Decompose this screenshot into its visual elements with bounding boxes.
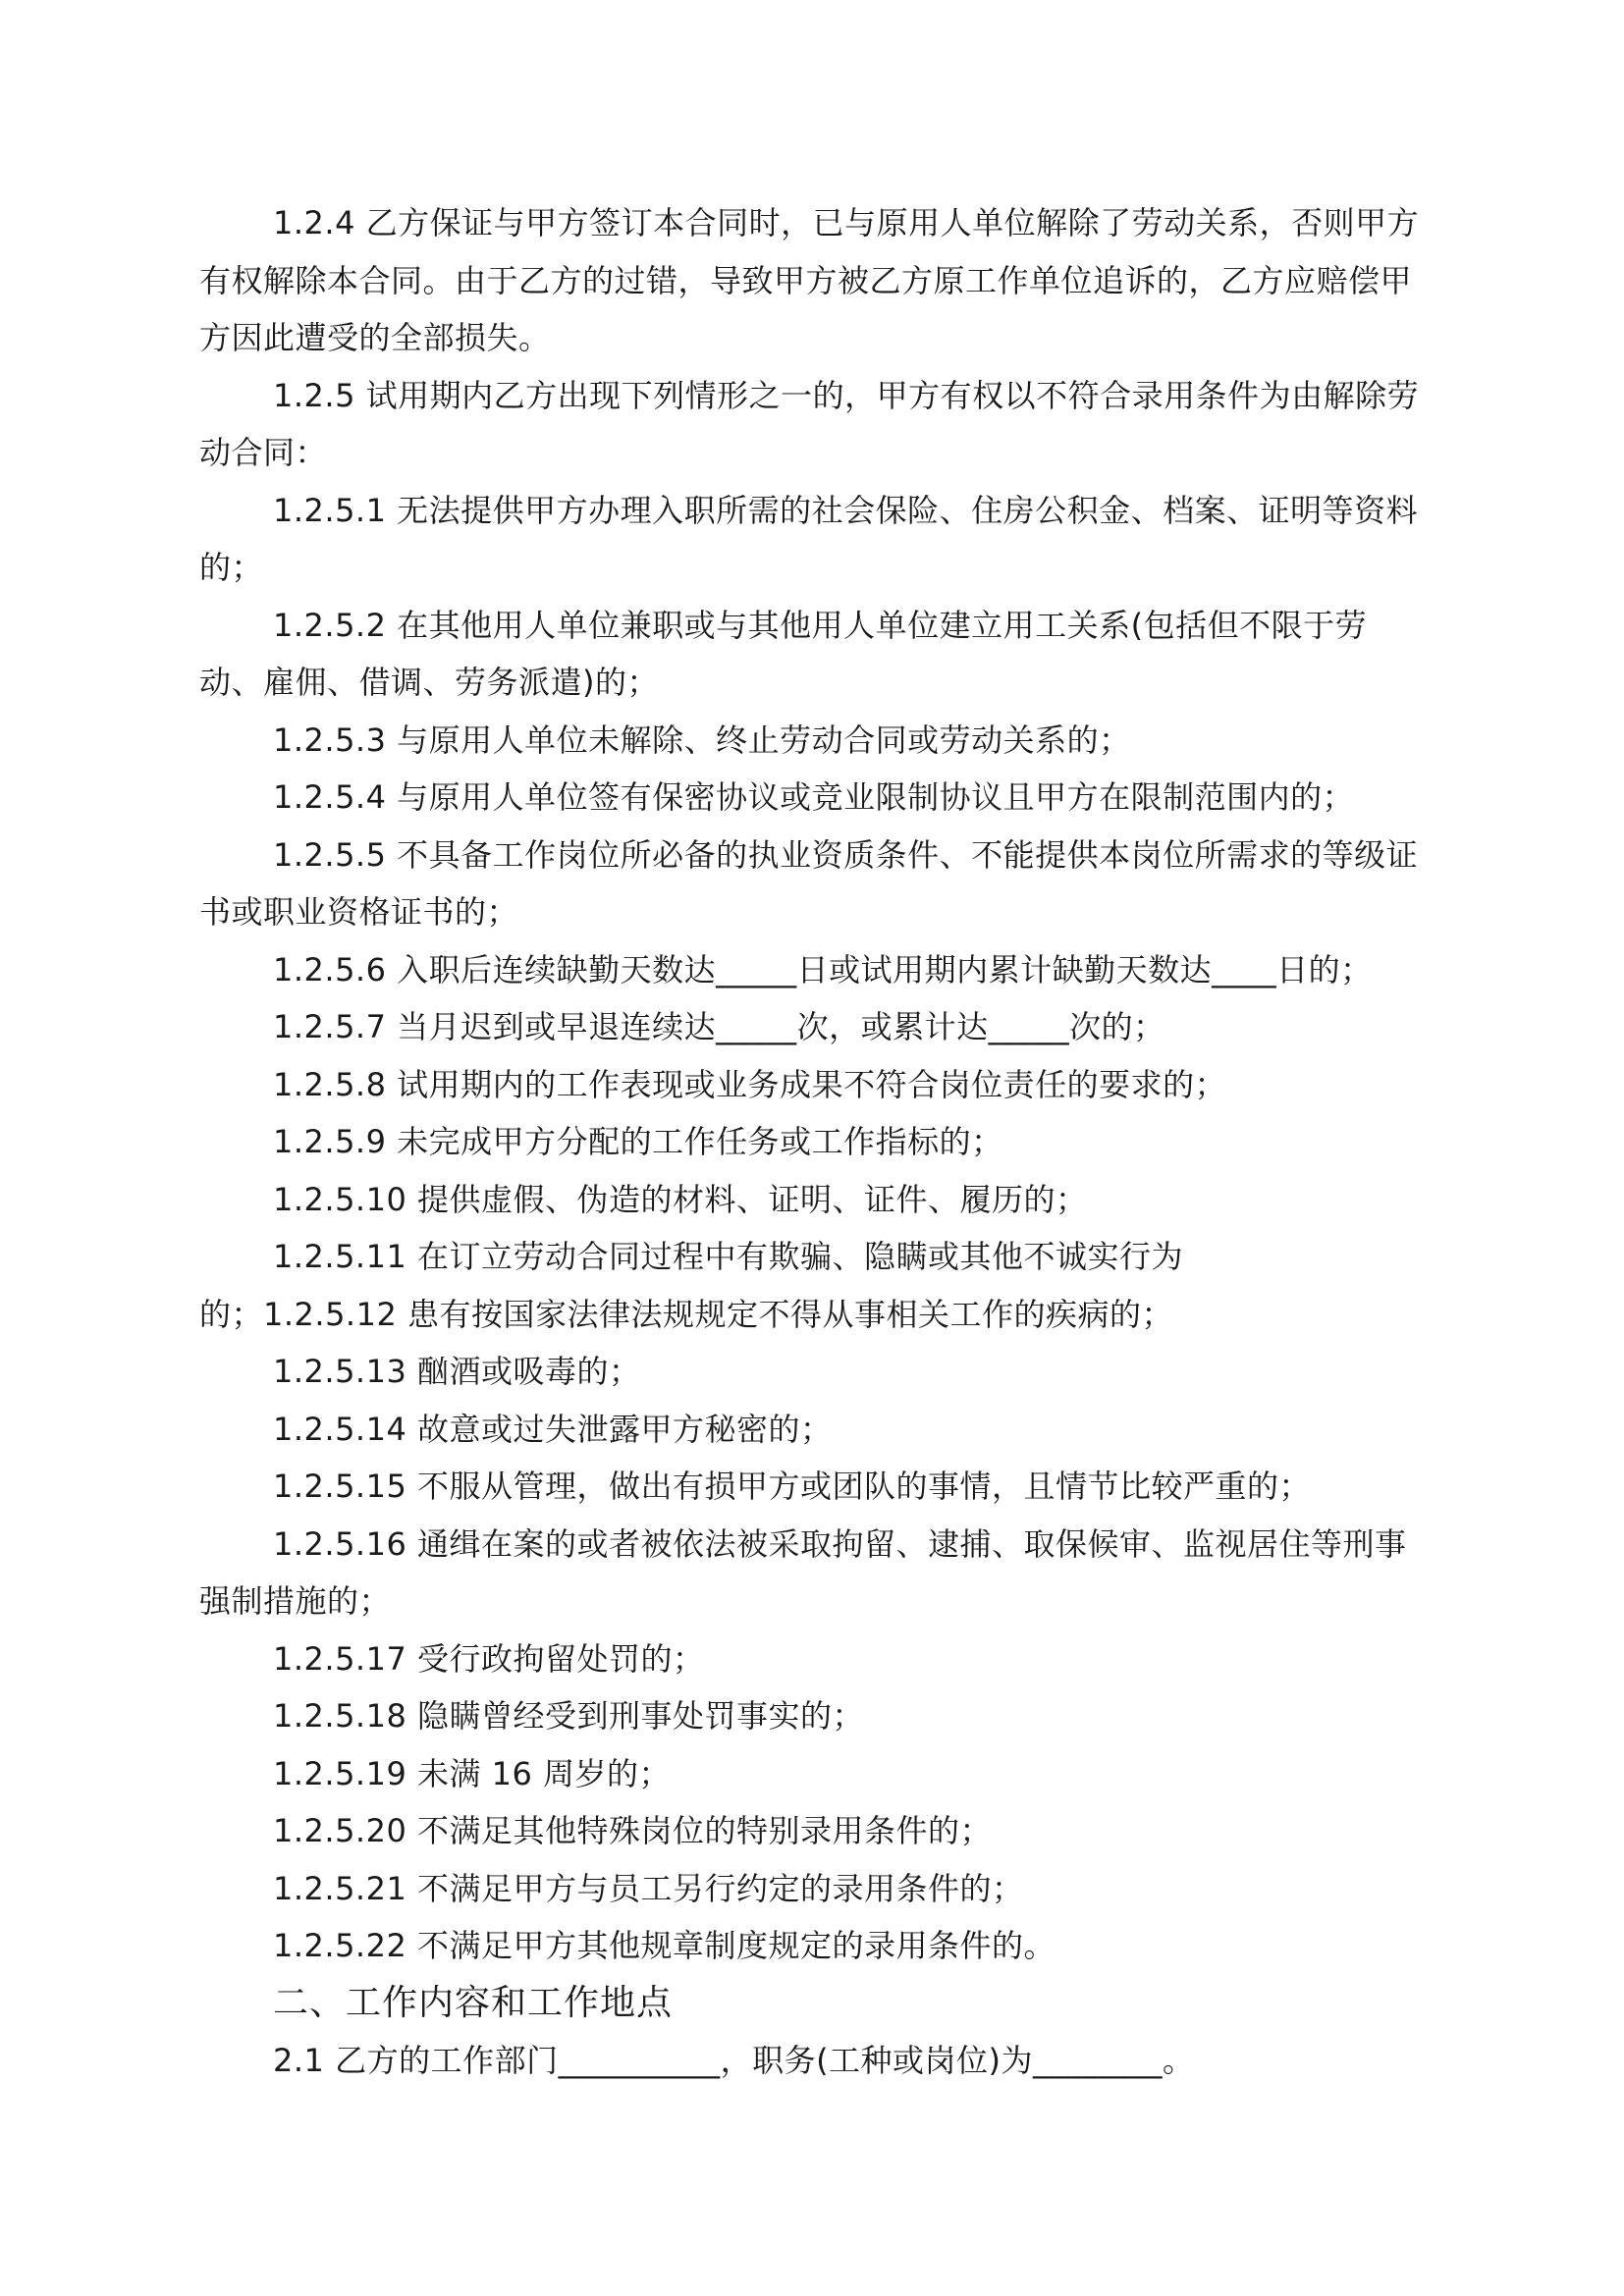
clause-2-1: 2.1 乙方的工作部门__________，职务(工种或岗位)为________。: [273, 2042, 1195, 2079]
clause-1-2-5-20: 1.2.5.20 不满足其他特殊岗位的特别录用条件的；: [273, 1812, 992, 1849]
clause-1-2-5-7: 1.2.5.7 当月迟到或早退连续达_____次，或累计达_____次的；: [273, 1008, 1165, 1045]
clause-1-2-5-22: 1.2.5.22 不满足甲方其他规章制度规定的录用条件的。: [273, 1927, 1056, 1964]
clause-1-2-5-3: 1.2.5.3 与原用人单位未解除、终止劳动合同或劳动关系的；: [273, 721, 1131, 759]
clause-1-2-5-5: 1.2.5.5 不具备工作岗位所必备的执业资质条件、不能提供本岗位所需求的等级证书或职业资格证书的；: [199, 835, 1419, 931]
clause-1-2-5-14: 1.2.5.14 故意或过失泄露甲方秘密的；: [273, 1410, 833, 1448]
clause-1-2-5-6: 1.2.5.6 入职后连续缺勤天数达_____日或试用期内累计缺勤天数达____日的；: [273, 950, 1373, 988]
clause-1-2-5-1: 1.2.5.1 无法提供甲方办理入职所需的社会保险、住房公积金、档案、证明等资料的；: [199, 491, 1419, 586]
clause-1-2-5-2: 1.2.5.2 在其他用人单位兼职或与其他用人单位建立用工关系(包括但不限于劳动、雇佣、借调、劳务派遣)的；: [199, 606, 1368, 701]
clause-1-2-5-9: 1.2.5.9 未完成甲方分配的工作任务或工作指标的；: [273, 1123, 1003, 1160]
clause-1-2-5-21: 1.2.5.21 不满足甲方与员工另行约定的录用条件的；: [273, 1869, 1024, 1907]
clause-1-2-5: 1.2.5 试用期内乙方出现下列情形之一的，甲方有权以不符合录用条件为由解除劳动合同：: [199, 376, 1420, 471]
clause-1-2-5-11: 1.2.5.11 在订立劳动合同过程中有欺骗、隐瞒或其他不诚实行为: [273, 1238, 1183, 1275]
clause-1-2-5-15: 1.2.5.15 不服从管理，做出有损甲方或团队的事情，且情节比较严重的；: [273, 1468, 1311, 1505]
clause-1-2-5-16: 1.2.5.16 通缉在案的或者被依法被采取拘留、逮捕、取保候审、监视居住等刑事强制措施的；: [199, 1524, 1407, 1620]
clause-1-2-4: 1.2.4 乙方保证与甲方签订本合同时，已与原用人单位解除了劳动关系，否则甲方有权解除本合同。由于乙方的过错，导致甲方被乙方原工作单位追诉的，乙方应赔偿甲方因此遭受的全部损失。: [199, 204, 1420, 356]
section-heading: 二、工作内容和工作地点: [273, 1982, 674, 2023]
clause-1-2-5-19: 1.2.5.19 未满 16 周岁的；: [273, 1754, 672, 1792]
clause-1-2-5-10: 1.2.5.10 提供虚假、伪造的材料、证明、证件、履历的；: [273, 1180, 1088, 1218]
clause-1-2-5-13: 1.2.5.13 酗酒或吸毒的；: [273, 1353, 641, 1390]
clause-1-2-5-4: 1.2.5.4 与原用人单位签有保密协议或竞业限制协议且甲方在限制范围内的；: [273, 778, 1355, 816]
clause-1-2-5-17: 1.2.5.17 受行政拘留处罚的；: [273, 1639, 705, 1678]
clause-1-2-5-12: 的；1.2.5.12 患有按国家法律法规规定不得从事相关工作的疾病的；: [199, 1295, 1173, 1333]
clause-1-2-5-18: 1.2.5.18 隐瞒曾经受到刑事处罚事实的；: [273, 1697, 864, 1735]
clause-1-2-5-8: 1.2.5.8 试用期内的工作表现或业务成果不符合岗位责任的要求的；: [273, 1065, 1227, 1103]
document-body: [199, 194, 1427, 2090]
